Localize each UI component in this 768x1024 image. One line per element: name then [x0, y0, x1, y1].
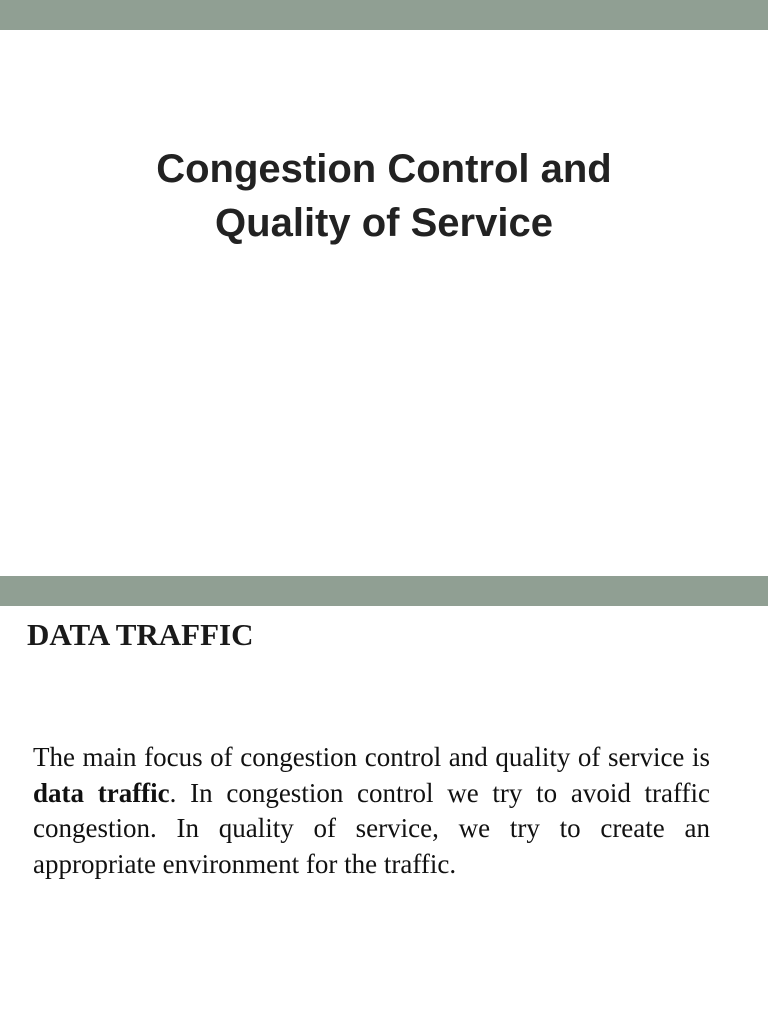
slide-title-line-2: Quality of Service [215, 201, 553, 245]
section-heading: DATA TRAFFIC [27, 617, 254, 652]
slide-top-band [0, 0, 768, 30]
body-text-part-2: . In congestion control we try to avoid traffic congestion. In quality of service, we try to create an appropriate environment for the traffic. [33, 777, 710, 879]
body-text-part-1: The main focus of congestion control and quality of service is [33, 742, 710, 772]
slide-title [84, 142, 684, 250]
slide-top-band [0, 576, 768, 606]
body-paragraph [33, 740, 710, 882]
body-text-bold: data traffic [33, 777, 170, 808]
slide-title-line-1: Congestion Control and [156, 147, 612, 191]
content-slide [0, 576, 768, 1024]
